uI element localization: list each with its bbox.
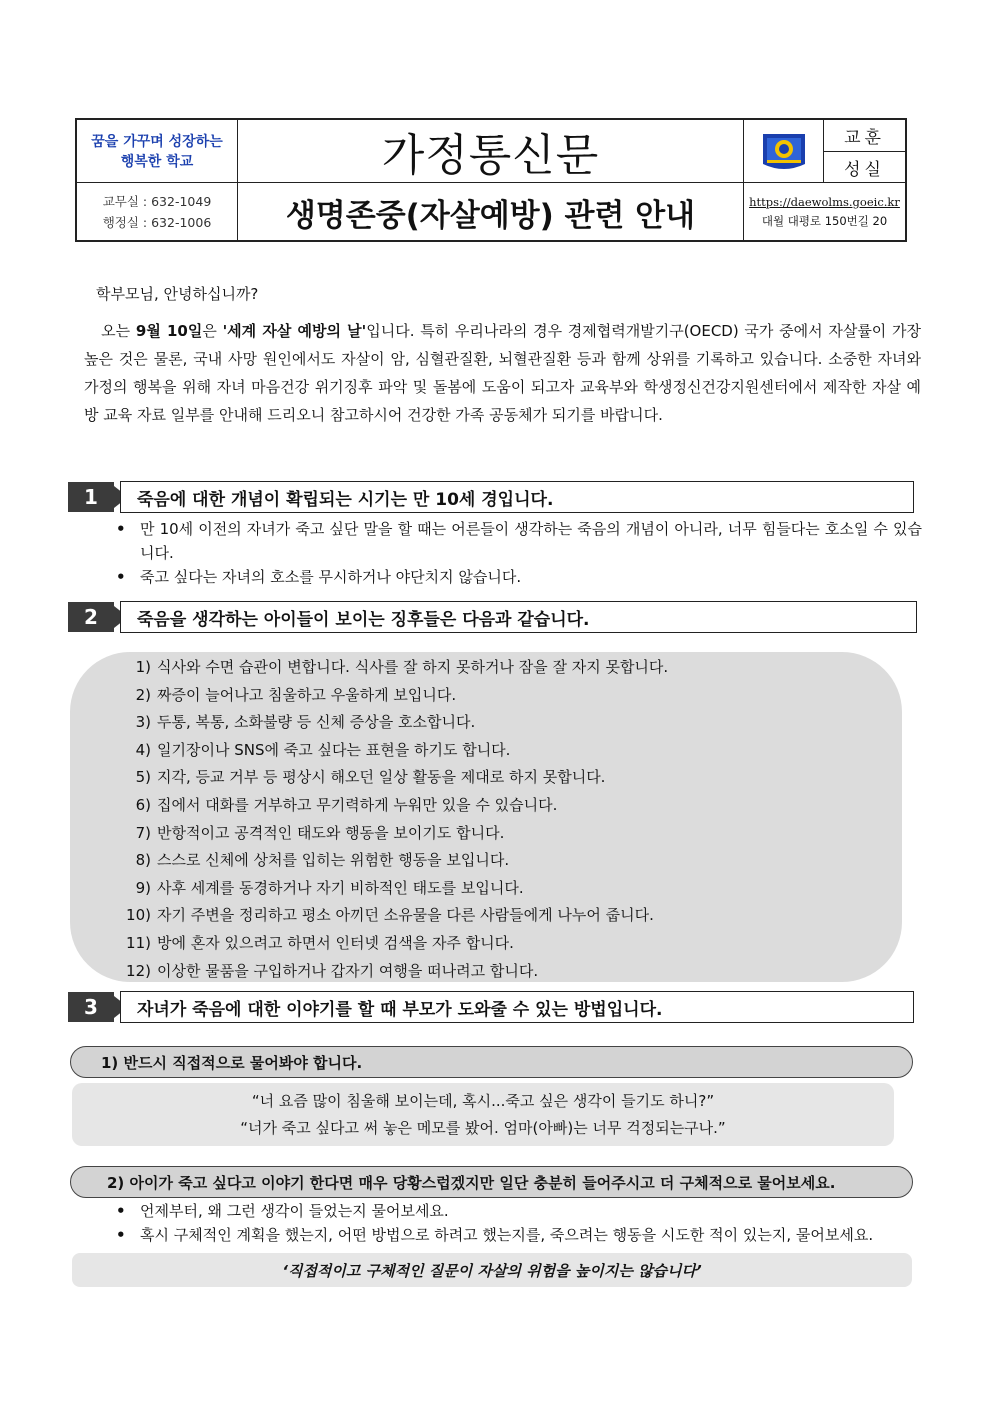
phone-numbers — [77, 184, 237, 240]
section-2-number: 2 — [68, 602, 114, 632]
conclusion-note: ‘직접적이고 구체적인 질문이 자살의 위험을 높이지는 않습니다’ — [72, 1253, 912, 1287]
intro-event: '세계 자살 예방의 날' — [222, 322, 367, 340]
list-item: 10) 자기 주변을 정리하고 평소 아끼던 소유물을 다른 사람들에게 나누어 줍니다. — [126, 906, 654, 925]
subsection-2-heading: 2) 아이가 죽고 싶다고 이야기 한다면 매우 당황스럽겠지만 일단 충분히 들어주시고 더 구체적으로 물어보세요. — [70, 1166, 913, 1198]
quote-2: “너가 죽고 싶다고 써 놓은 메모를 봤어. 엄마(아빠)는 너무 걱정되는구나.” — [240, 1118, 726, 1137]
phone-academic: 교무실 : 632-1049 — [102, 194, 212, 209]
list-item: 6) 집에서 대화를 거부하고 무기력하게 누워만 있을 수 있습니다. — [135, 795, 558, 814]
warning-signs-list — [115, 654, 668, 985]
motto-line1: 꿈을 가꾸며 성장하는 — [91, 134, 223, 150]
subsection-1-heading: 1) 반드시 직접적으로 물어봐야 합니다. — [70, 1046, 913, 1078]
section-3-title: 자녀가 죽음에 대한 이야기를 할 때 부모가 도와줄 수 있는 방법입니다. — [120, 991, 914, 1023]
intro-date: 9월 10일 — [135, 322, 203, 340]
list-item: 3) 두통, 복통, 소화불량 등 신체 증상을 호소합니다. — [135, 713, 476, 732]
list-item: • 죽고 싶다는 자녀의 호소를 무시하거나 야단치지 않습니다. — [108, 565, 922, 589]
list-item: • 만 10세 이전의 자녀가 죽고 싶단 말을 할 때는 어른들이 생각하는 죽음의 개념이 아니라, 너무 힘들다는 호소일 수 있습니다. — [108, 517, 922, 565]
list-item: 7) 반항적이고 공격적인 태도와 행동을 보이기도 합니다. — [135, 823, 505, 842]
motto-label: 교훈 — [844, 127, 885, 148]
list-item: 5) 지각, 등교 거부 등 평상시 해오던 일상 활동을 제대로 하지 못합니다. — [135, 768, 606, 787]
greeting: 학부모님, 안녕하십니까? — [96, 285, 259, 303]
list-item: 8) 스스로 신체에 상처를 입히는 위험한 행동을 보입니다. — [135, 851, 510, 870]
section-1-bullets — [108, 517, 922, 589]
list-item: 4) 일기장이나 SNS에 죽고 싶다는 표현을 하기도 합니다. — [135, 740, 511, 759]
section-1-title: 죽음에 대한 개념이 확립되는 시기는 만 10세 경입니다. — [120, 481, 914, 513]
header-table — [75, 118, 907, 242]
quote-1: “너 요즘 많이 침울해 보이는데, 혹시...죽고 싶은 생각이 들기도 하니?” — [251, 1091, 715, 1110]
list-item: 2) 짜증이 늘어나고 침울하고 우울하게 보입니다. — [135, 685, 457, 704]
list-item: 1) 식사와 수면 습관이 변합니다. 식사를 잘 하지 못하거나 잠을 잘 자지 못합니다. — [135, 658, 669, 676]
list-item: • 언제부터, 왜 그런 생각이 들었는지 물어보세요. — [108, 1199, 918, 1223]
school-address: 대월 대평로 150번길 20 — [761, 214, 888, 228]
school-contact — [744, 184, 905, 240]
school-emblem-icon — [747, 126, 821, 176]
intro-paragraph: 오는 9월 10일은 '세계 자살 예방의 날'입니다. 특히 우리나라의 경우 경제협력개발기구(OECD) 국가 중에서 자살률이 가장 높은 것은 물론, 국내 사망 원인에서도 자살이 암, 심혈관질환, 뇌혈관질환 등과 함께 상위를 기록하고 있습니다. 소중한 자녀와 가정의 행복을 위해 자녀 마음건강 위기징후 파악 및 돌봄에 도움이 되고자 교육부와 학생정신건강지원센터에서 제작한 자살 예방 교육 자료 일부를 안내해 드리오니 참고하시어 건강한 가족 공동체가 되기를 바랍니다. — [84, 322, 921, 424]
list-item: 9) 사후 세계를 동경하거나 자기 비하적인 태도를 보입니다. — [135, 878, 524, 897]
document-subtitle: 생명존중(자살예방) 관련 안내 — [285, 197, 696, 234]
example-quotes — [72, 1083, 894, 1146]
phone-admin: 행정실 : 632-1006 — [102, 215, 212, 230]
list-item: 11) 방에 혼자 있으려고 하면서 인터넷 검색을 자주 합니다. — [126, 933, 514, 952]
motto-value: 성실 — [844, 159, 885, 180]
section-3-bullets — [108, 1199, 918, 1247]
motto-line2: 행복한 학교 — [120, 154, 194, 170]
page-title: 가정통신문 — [381, 130, 600, 181]
school-motto — [77, 122, 237, 182]
list-item: 12) 이상한 물품을 구입하거나 갑자기 여행을 떠나려고 합니다. — [126, 961, 539, 980]
website-link[interactable]: https://daewolms.goeic.kr — [749, 195, 900, 209]
section-1-number: 1 — [68, 482, 114, 512]
section-2-title: 죽음을 생각하는 아이들이 보이는 징후들은 다음과 같습니다. — [120, 601, 917, 633]
section-3-number: 3 — [68, 992, 114, 1022]
list-item: • 혹시 구체적인 계획을 했는지, 어떤 방법으로 하려고 했는지를, 죽으려는 행동을 시도한 적이 있는지, 물어보세요. — [108, 1223, 918, 1247]
